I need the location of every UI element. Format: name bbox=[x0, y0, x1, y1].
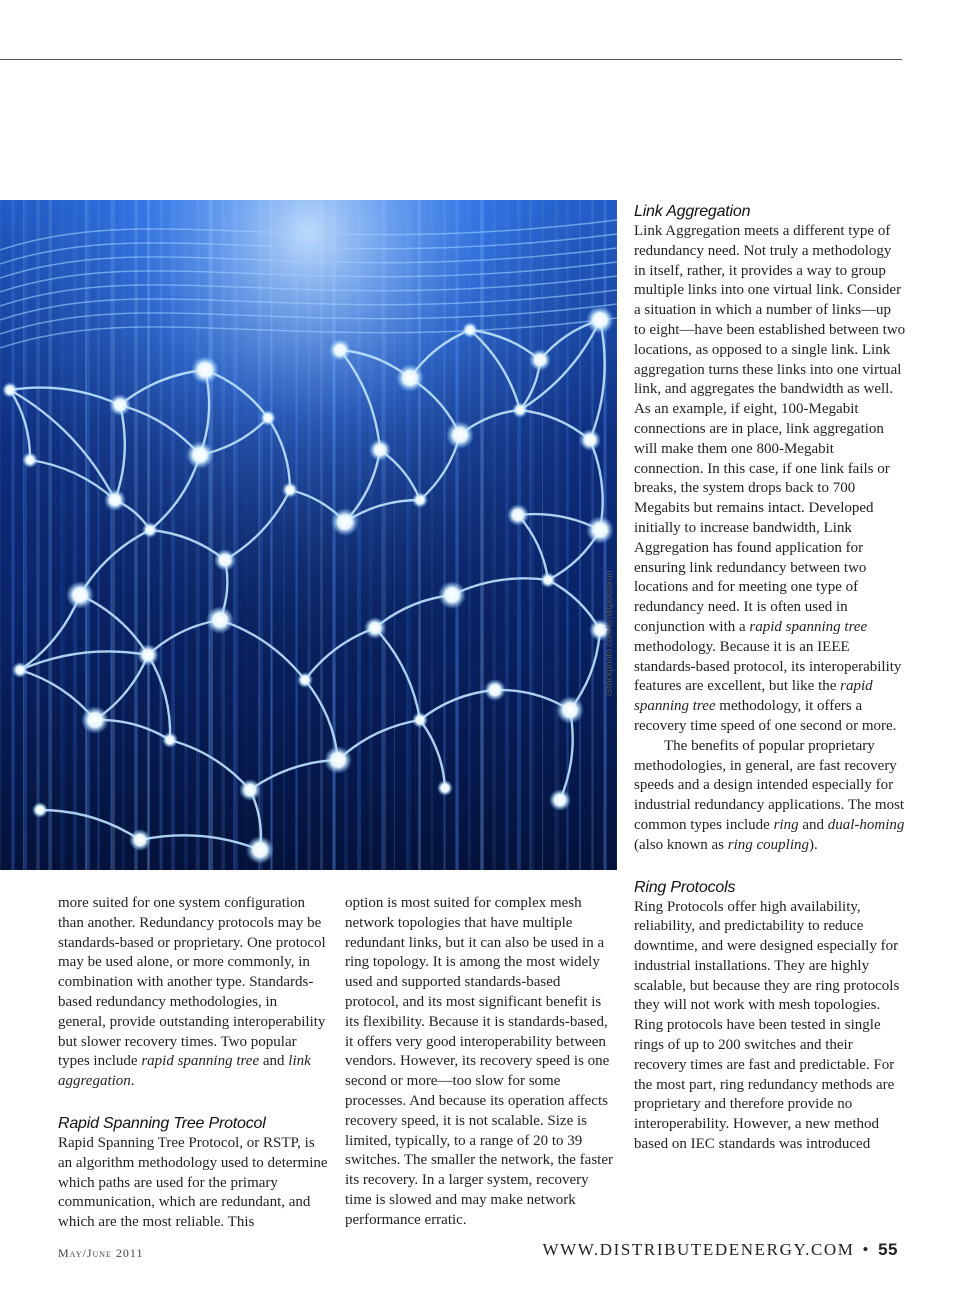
bullet-separator: • bbox=[862, 1240, 871, 1259]
column-middle bbox=[345, 894, 615, 1231]
paragraph bbox=[634, 737, 906, 856]
text: and bbox=[798, 816, 828, 833]
text: methodology, it offers a recovery time speed of one second or more. bbox=[634, 698, 897, 734]
paragraph: option is most suited for complex mesh network topologies that have multiple redundant links, but it can also be used in a ring topology. It is among the most widely used and supported standards-based protocol, and its most significant benefit is its flexibility. Because it is standards-based, it offers very good interoperability between vendors. However, its recovery speed is one second or more—too slow for some processes. And because its operation affects recovery speed, it is not scalable. Size is limited, typically, to a range of 20 to 39 switches. The smaller the network, the faster its recovery. In a larger system, recovery time is slowed and may make network performance erratic. bbox=[345, 895, 613, 1228]
issue-date: May/June 2011 bbox=[58, 1246, 144, 1260]
column-left bbox=[58, 894, 328, 1233]
emphasis: dual-homing bbox=[827, 816, 905, 833]
website-url: WWW.DISTRIBUTEDENERGY.COM bbox=[542, 1240, 855, 1259]
text: and bbox=[259, 1053, 289, 1070]
network-photo bbox=[0, 200, 617, 870]
top-rule bbox=[0, 59, 902, 60]
text: The benefits of popular proprietary methodologies, in general, are fast recovery speeds and a design intended especially for industrial redundancy applications. The most common types include bbox=[634, 737, 905, 833]
emphasis: link aggregation bbox=[58, 1053, 311, 1090]
emphasis: ring bbox=[773, 816, 799, 833]
text: . bbox=[130, 1073, 135, 1090]
page-number: 55 bbox=[878, 1240, 898, 1259]
text: (also known as bbox=[634, 836, 728, 853]
heading-rapid-spanning-tree: Rapid Spanning Tree Protocol bbox=[58, 1114, 266, 1132]
emphasis: ring coupling bbox=[727, 836, 809, 853]
emphasis: rapid spanning tree bbox=[634, 678, 873, 715]
text: Link Aggregation meets a different type of redundancy need. Not truly a methodology in itself, rather, it provides a way to group multiple links into one virtual link. Consider a situation in which a number of links—up to eight—have been established between two locations, as opposed to a single link. Link aggregation turns these links into one virtual link, and aggregates the bandwidth as well. As an example, if eight, 100-Megabit connections are in place, link aggregation will make them one 800-Megabit connection. In this case, if one link fails or breaks, the system drops back to 700 Megabits but remains intact. Developed initially to increase bandwidth, Link Aggregation has found application for ensuring link redundancy between two locations and for meeting one type of redundancy need. It is often used in conjunction with a bbox=[634, 223, 906, 635]
photo-credit: iStockphoto.com/ernstpotoskun bbox=[604, 570, 614, 696]
footer-site bbox=[543, 1240, 898, 1260]
column-right bbox=[634, 202, 906, 1155]
paragraph bbox=[58, 894, 328, 1092]
text: more suited for one system configuration than another. Redundancy protocols may be standards-based or proprietary. One protocol may be used alone, or more commonly, in combination with another type. Standards-based redundancy methodologies, in general, provide outstanding interoperability but slower recovery times. Two popular types include bbox=[58, 895, 326, 1070]
emphasis: rapid spanning tree bbox=[749, 618, 868, 635]
emphasis: rapid spanning tree bbox=[141, 1053, 260, 1070]
paragraph: Ring Protocols offer high availability, reliability, and predictability to reduce downtime, and were designed especially for industrial installations. They are highly scalable, but because they are ring protocols they will not work with mesh topologies. Ring protocols have been tested in single rings of up to 200 switches and their recovery times are fast and predictable. For the most part, ring redundancy methods are proprietary and therefore provide no interoperability. However, a new method based on IEC standards was introduced bbox=[634, 898, 900, 1153]
heading-link-aggregation: Link Aggregation bbox=[634, 203, 751, 220]
heading-ring-protocols: Ring Protocols bbox=[634, 878, 736, 896]
network-mesh-image bbox=[0, 200, 617, 870]
paragraph: Rapid Spanning Tree Protocol, or RSTP, is an algorithm methodology used to determine which paths are used for the primary communication, which are redundant, and which are the most reliable. This bbox=[58, 1134, 328, 1231]
text: ). bbox=[809, 836, 818, 853]
paragraph bbox=[634, 222, 906, 737]
text: methodology. Because it is an IEEE standards-based protocol, its interoperability features are excellent, but like the bbox=[634, 638, 902, 695]
